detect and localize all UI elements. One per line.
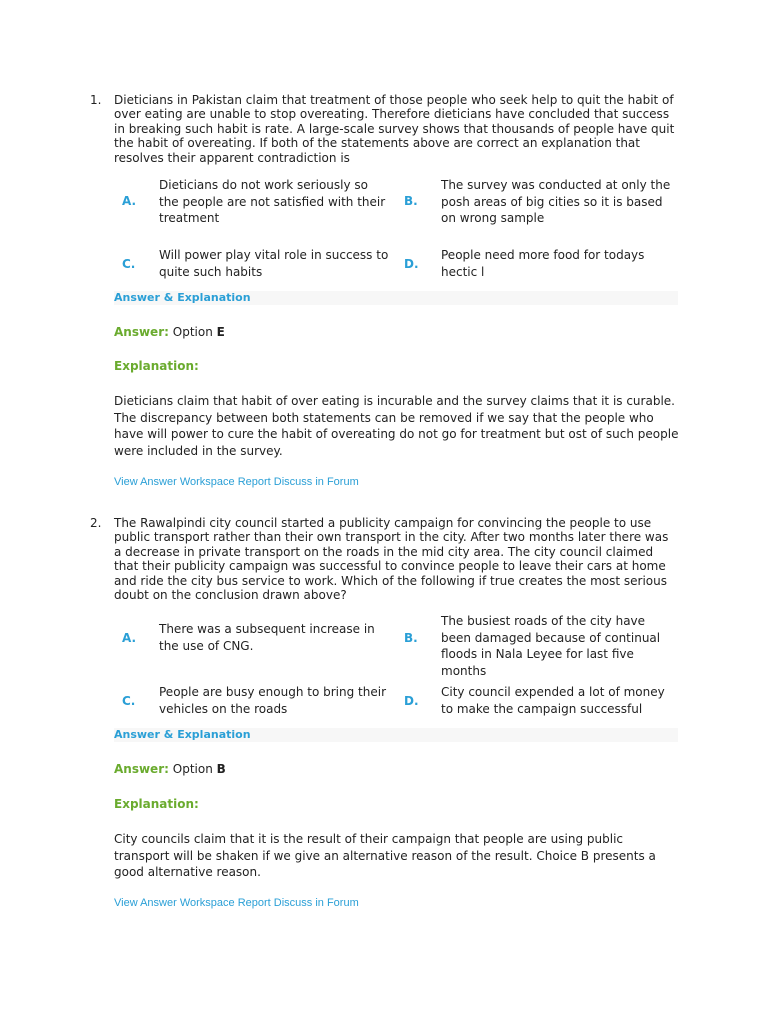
option-c-letter[interactable]: C. — [122, 257, 136, 271]
answer-value: B — [216, 762, 226, 776]
answer-prefix: Option — [172, 325, 213, 339]
answer-explanation-toggle[interactable]: Answer & Explanation — [114, 291, 678, 305]
question-text: Dieticians in Pakistan claim that treatment of those people who seek help to quit the habit of over eating are unable to stop overeating. Therefore dieticians have concluded that success in breaking such habit is rate. A large-scale survey shows that thousands of people have quit the habit of overeating. If both of the statements above are correct an explanation that resolves their apparent contradiction is — [114, 93, 675, 165]
question-number: 2. — [90, 516, 102, 530]
option-c-text[interactable]: Will power play vital role in success to quite such habits — [159, 248, 389, 279]
answer-explanation-toggle[interactable]: Answer & Explanation — [114, 728, 678, 742]
answer-line — [114, 325, 225, 339]
option-b-text[interactable]: The busiest roads of the city have been damaged because of continual floods in Nala Leyee for last five months — [441, 614, 661, 678]
option-b-letter[interactable]: B. — [404, 631, 418, 645]
option-b-letter[interactable]: B. — [404, 194, 418, 208]
explanation-text: City councils claim that it is the result of their campaign that people are using public transport will be shaken if we give an alternative reason of the result. Choice B presents a good alternative reason. — [114, 832, 656, 879]
option-d-text[interactable]: City council expended a lot of money to make the campaign successful — [441, 685, 665, 716]
option-d-letter[interactable]: D. — [404, 257, 419, 271]
answer-prefix: Option — [172, 762, 213, 776]
answer-line — [114, 762, 226, 776]
explanation-label: Explanation: — [114, 797, 199, 811]
answer-label: Answer: — [114, 325, 169, 339]
question-number: 1. — [90, 93, 102, 107]
option-d-letter[interactable]: D. — [404, 694, 419, 708]
answer-value: E — [216, 325, 225, 339]
option-a-letter[interactable]: A. — [122, 194, 137, 208]
option-a-text[interactable]: Dieticians do not work seriously so the people are not satisfied with their treatment — [159, 178, 386, 225]
answer-label: Answer: — [114, 762, 169, 776]
option-d-text[interactable]: People need more food for todays hectic l — [441, 248, 645, 279]
option-a-letter[interactable]: A. — [122, 631, 137, 645]
explanation-label: Explanation: — [114, 359, 199, 373]
option-b-text[interactable]: The survey was conducted at only the posh areas of big cities so it is based on wrong sample — [441, 178, 671, 225]
option-c-text[interactable]: People are busy enough to bring their vehicles on the roads — [159, 685, 387, 716]
option-a-text[interactable]: There was a subsequent increase in the use of CNG. — [159, 622, 375, 653]
action-links[interactable]: View Answer Workspace Report Discuss in Forum — [114, 476, 359, 488]
option-c-letter[interactable]: C. — [122, 694, 136, 708]
question-text: The Rawalpindi city council started a publicity campaign for convincing the people to use public transport rather than their own transport in the city. After two months later there was a decrease in private transport on the roads in the mid city area. The city council claimed that their publicity campaign was successful to convince people to leave their cars at home and ride the city bus service to work. Which of the following if true creates the most serious doubt on the conclusion drawn above? — [114, 516, 669, 603]
action-links[interactable]: View Answer Workspace Report Discuss in Forum — [114, 897, 359, 909]
explanation-text: Dieticians claim that habit of over eating is incurable and the survey claims that it is curable. The discrepancy between both statements can be removed if we say that the people who have will power to cure the habit of overeating do not go for treatment but ost of such people were included in the survey. — [114, 394, 679, 458]
